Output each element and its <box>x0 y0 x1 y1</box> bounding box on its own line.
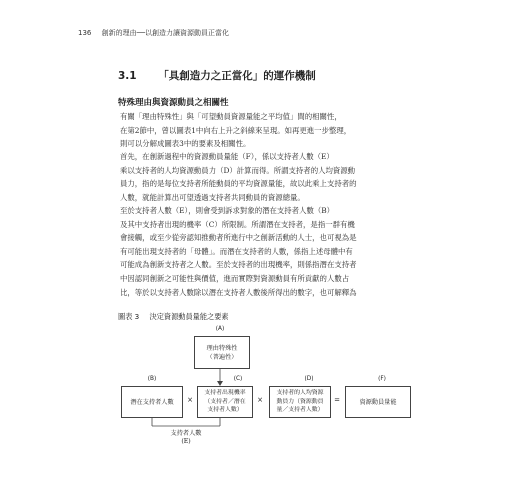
section-number: 3.1 <box>118 70 137 82</box>
equals-sign: = <box>334 396 340 404</box>
box-b-tag: (B) <box>147 376 157 382</box>
figure-label: 圖表 3 <box>118 312 140 321</box>
box-resource-mobilization <box>345 386 411 418</box>
paragraph-line: 有關「理由特殊性」與「可望動員資源量能之平均值」間的相關性， <box>120 112 342 121</box>
box-f-tag: (F) <box>378 376 386 382</box>
paragraph-line: 則可以分解成圖表3中的要素及相關性。 <box>120 139 251 149</box>
paragraph-line: 乘以支持者的人均資源動員力（D）計算而得。所謂支持者的人均資源動 <box>120 165 356 175</box>
supporter-count-tag: (E) <box>181 438 191 445</box>
box-specificity <box>194 336 250 369</box>
box-per-capita-mobilization <box>269 386 331 418</box>
subheading: 特殊理由與資源動員之相關性 <box>118 98 229 108</box>
page-number: 136 <box>78 29 92 37</box>
box-potential-supporters <box>121 386 183 418</box>
paragraph-line: 有可能出現支持者的「母體」。而潛在支持者的人數，係指上述母體中有 <box>120 246 353 256</box>
box-line: 潛在支持者人數 <box>130 398 174 406</box>
box-line: （支持者／潛在 <box>204 398 246 405</box>
box-line: 支持者的人均資源 <box>276 390 324 397</box>
paragraph-line: 至於支持者人數（E），則會受到訴求對象的潛在支持者人數（B） <box>120 206 335 215</box>
paragraph-line: 會接觸，或至少從旁認知推動者所進行中之創新活動的人士，也可視為是 <box>120 233 357 243</box>
box-line: 資源動員量能 <box>359 398 397 406</box>
box-d-tag: (D) <box>304 376 314 382</box>
paragraph-line: 在第2節中，曾以圖表1中向右上升之斜線來呈現。如再更進一步整理， <box>120 125 352 135</box>
section-title-text: 「具創造力之正當化」的運作機制 <box>158 70 316 82</box>
box-a-tag: (A) <box>215 326 225 332</box>
multiply-sign: × <box>187 396 193 404</box>
box-line: 支持者出現機率 <box>204 390 246 397</box>
paragraph-line: 比，等於以支持者人數除以潛在支持者人數後所得出的數字，也可解釋為 <box>120 287 357 297</box>
box-line: 量／支持者人數） <box>276 407 324 414</box>
box-line: 理由特殊性 <box>206 344 238 352</box>
paragraph-line: 人數，就能計算出可望透過支持者共同動員的資源總量。 <box>120 192 305 202</box>
box-supporter-rate <box>197 386 253 418</box>
box-line: 支持者人數） <box>207 407 243 414</box>
supporter-count-label: 支持者人數 <box>170 430 202 437</box>
box-line: 動員力（資源動員 <box>276 398 324 405</box>
paragraph-line: 首先，在創新過程中的資源動員量能（F），係以支持者人數（E） <box>120 152 334 161</box>
box-c-tag: (C) <box>233 376 243 382</box>
multiply-sign: × <box>257 396 263 404</box>
running-title: 創新的理由──以創造力讓資源動員正當化 <box>101 29 230 37</box>
paragraph-line: 可能成為創新支持者之人數。至於支持者的出現機率，則係指潛在支持者 <box>120 260 357 270</box>
figure-title: 決定資源動員量能之要素 <box>149 312 229 321</box>
paragraph-line: 及其中支持者出現的機率（C）所限制。所謂潛在支持者，是指一群有機 <box>120 219 355 229</box>
paragraph-line: 員力，指的是每位支持者所能動員的平均資源量能，故以此乘上支持者的 <box>120 179 357 189</box>
paragraph-line: 中因認同創新之可能性與價值，進而實際對資源動員有所貢獻的人數占 <box>120 273 350 283</box>
box-line: （普遍性） <box>206 353 238 361</box>
